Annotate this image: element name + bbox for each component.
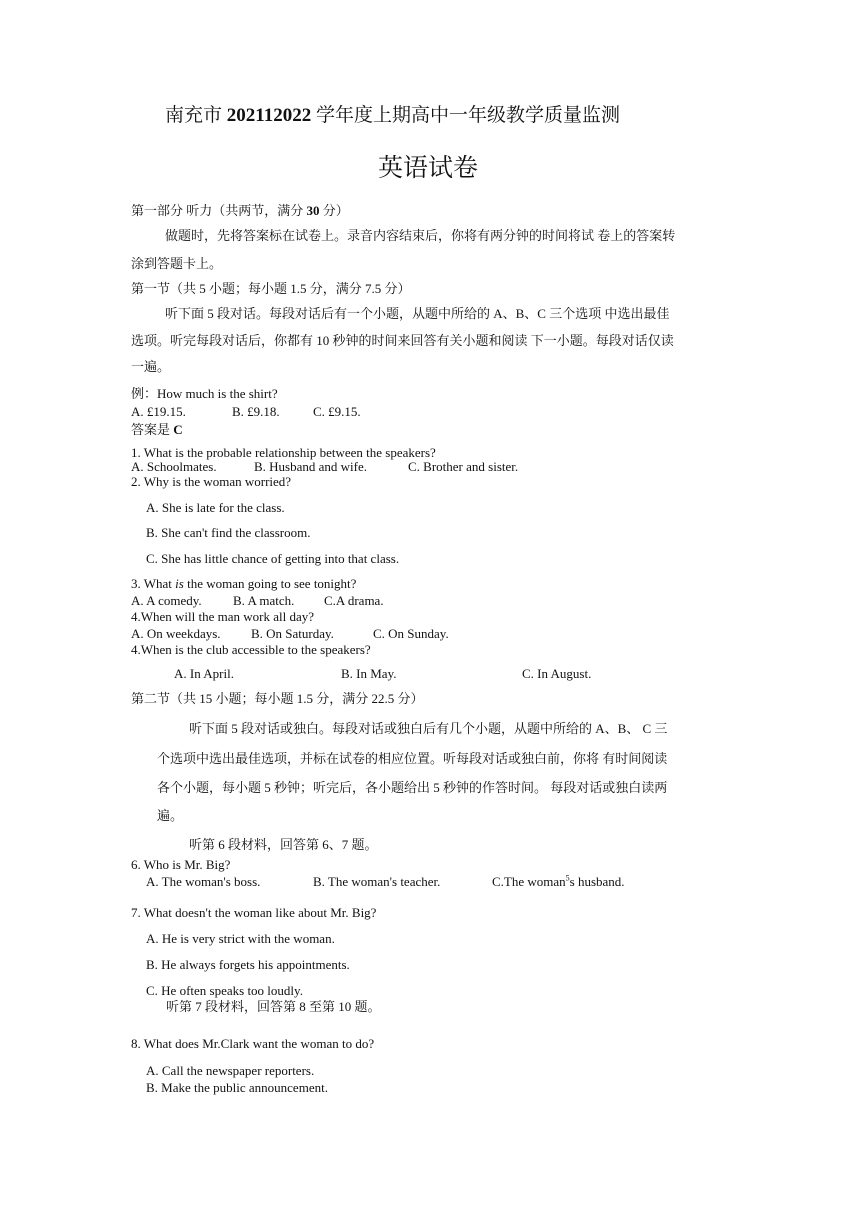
question-7: 7. What doesn't the woman like about Mr. Big? xyxy=(131,905,377,920)
q5-option-c: C. In August. xyxy=(522,666,592,681)
q5-option-b: B. In May. xyxy=(341,666,397,681)
section1-instruction-line1: 听下面 5 段对话。每段对话后有一个小题，从题中所给的 A、B、C 三个选项 中选出最佳 xyxy=(165,306,670,321)
material-7-note: 听第 7 段材料，回答第 8 至第 10 题。 xyxy=(166,999,381,1014)
section1-instruction-line2: 选项。听完每段对话后，你都有 10 秒钟的时间来回答有关小题和阅读 下一小题。每段对话仅读 xyxy=(131,333,674,348)
q6-option-b: B. The woman's teacher. xyxy=(313,874,441,889)
q1-option-a: A. Schoolmates. xyxy=(131,459,217,474)
q5-option-a: A. In April. xyxy=(174,666,234,681)
material-6-note: 听第 6 段材料，回答第 6、7 题。 xyxy=(189,837,378,852)
section2-instruction-line2: 个选项中选出最佳选项，并标在试卷的相应位置。听每段对话或独白前，你将 有时间阅读 xyxy=(157,751,668,766)
question-5: 4.When is the club accessible to the speakers? xyxy=(131,642,371,657)
q3-option-a: A. A comedy. xyxy=(131,593,202,608)
example-answer: 答案是 C xyxy=(131,422,183,437)
part1-instruction-line1: 做题时，先将答案标在试卷上。录音内容结束后，你将有两分钟的时间将试 卷上的答案转 xyxy=(165,228,676,243)
example-option-c: C. £9.15. xyxy=(313,404,361,419)
question-3: 3. What is the woman going to see tonight? xyxy=(131,576,357,591)
q4-option-a: A. On weekdays. xyxy=(131,626,221,641)
section2-instruction-line3: 各个小题，每小题 5 秒钟；听完后，各小题给出 5 秒钟的作答时间。 每段对话或独白读两 xyxy=(157,780,668,795)
exam-title: 南充市 202112022 学年度上期高中一年级教学质量监测 xyxy=(165,105,620,126)
section2-instruction-line1: 听下面 5 段对话或独白。每段对话或独白后有几个小题，从题中所给的 A、B、 C 三 xyxy=(189,721,668,736)
question-4: 4.When will the man work all day? xyxy=(131,609,315,624)
q3-option-b: B. A match. xyxy=(233,593,295,608)
q8-option-a: A. Call the newspaper reporters. xyxy=(146,1063,315,1078)
q7-option-c: C. He often speaks too loudly. xyxy=(146,983,303,998)
section1-heading: 第一节（共 5 小题；每小题 1.5 分，满分 7.5 分） xyxy=(131,281,411,296)
question-6: 6. Who is Mr. Big? xyxy=(131,857,231,872)
q4-option-b: B. On Saturday. xyxy=(251,626,334,641)
example-question: 例：How much is the shirt? xyxy=(131,386,278,401)
q2-option-c: C. She has little chance of getting into that class. xyxy=(146,551,400,566)
q2-option-a: A. She is late for the class. xyxy=(146,500,285,515)
part1-heading: 第一部分 听力（共两节，满分 30 分） xyxy=(131,203,349,218)
q7-option-a: A. He is very strict with the woman. xyxy=(146,931,335,946)
q6-option-c: C.The woman$^5$s husband. xyxy=(492,873,625,889)
section2-heading: 第二节（共 15 小题；每小题 1.5 分，满分 22.5 分） xyxy=(131,691,424,706)
example-option-b: B. £9.18. xyxy=(232,404,280,419)
q3-option-c: C.A drama. xyxy=(324,593,384,608)
q6-option-a: A. The woman's boss. xyxy=(146,874,261,889)
exam-subtitle: 英语试卷 xyxy=(378,153,479,182)
question-2: 2. Why is the woman worried? xyxy=(131,474,292,489)
q2-option-b: B. She can't find the classroom. xyxy=(146,525,311,540)
q1-option-b: B. Husband and wife. xyxy=(254,459,368,474)
question-1: 1. What is the probable relationship between the speakers? xyxy=(131,445,436,460)
example-option-a: A. £19.15. xyxy=(131,404,186,419)
q7-option-b: B. He always forgets his appointments. xyxy=(146,957,350,972)
part1-instruction-line2: 涂到答题卡上。 xyxy=(131,256,223,271)
question-8: 8. What does Mr.Clark want the woman to do? xyxy=(131,1036,375,1051)
section1-instruction-line3: 一遍。 xyxy=(131,359,171,374)
section2-instruction-line4: 遍。 xyxy=(157,808,184,823)
q8-option-b: B. Make the public announcement. xyxy=(146,1080,328,1095)
q1-option-c: C. Brother and sister. xyxy=(408,459,519,474)
q4-option-c: C. On Sunday. xyxy=(373,626,449,641)
